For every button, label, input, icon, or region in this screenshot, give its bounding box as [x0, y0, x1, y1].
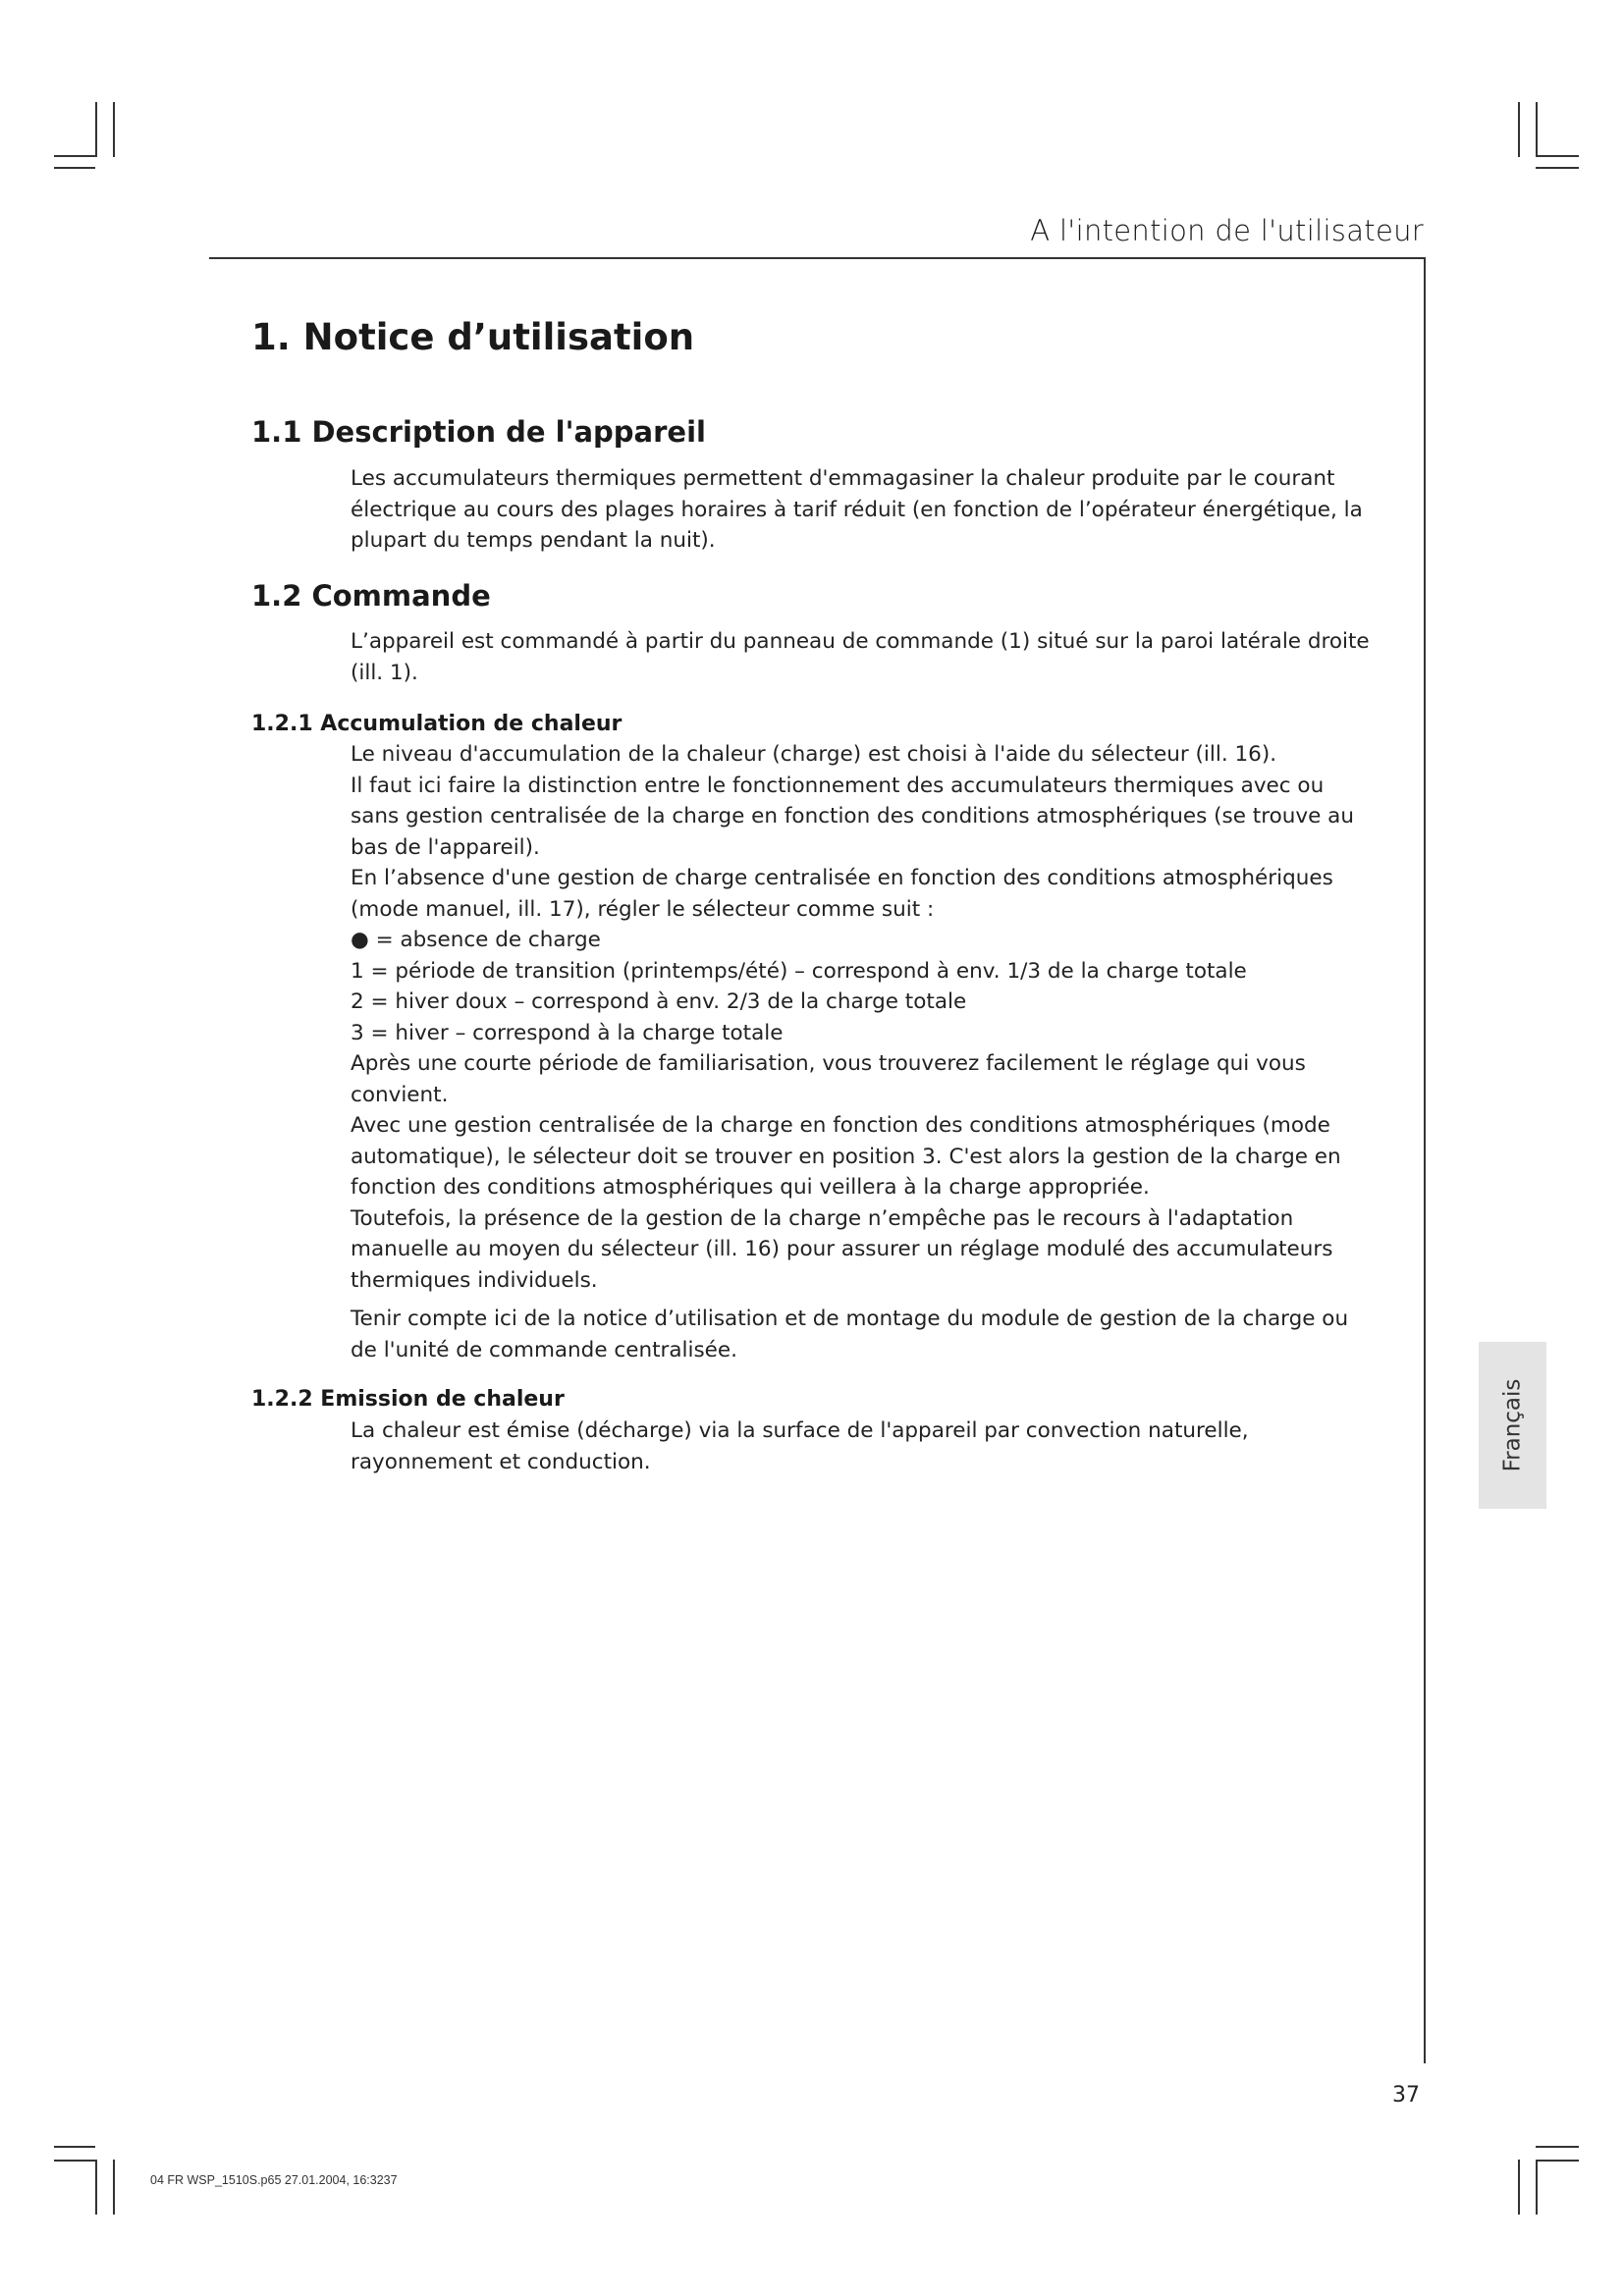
paragraph: La chaleur est émise (décharge) via la surface de l'appareil par convection naturelle, rayonnement et conduction.: [351, 1418, 1249, 1474]
list-item: 2 = hiver doux – correspond à env. 2/3 de la charge totale: [351, 989, 967, 1014]
crop-mark: [1518, 2160, 1520, 2215]
section-heading-commande: 1.2 Commande: [251, 579, 491, 613]
section-heading-accumulation: 1.2.1 Accumulation de chaleur: [251, 712, 623, 736]
crop-mark: [1536, 167, 1579, 169]
crop-mark: [54, 167, 95, 169]
crop-mark: [95, 102, 97, 157]
list-item: 3 = hiver – correspond à la charge totale: [351, 1020, 784, 1045]
paragraph: Tenir compte ici de la notice d’utilisation et de montage du module de gestion de la charge ou de l'unité de commande centralisée.: [351, 1307, 1349, 1362]
page-header-title: A l'intention de l'utilisateur: [1030, 214, 1424, 247]
crop-mark: [1536, 155, 1579, 157]
paragraph: Il faut ici faire la distinction entre le fonctionnement des accumulateurs thermiques avec ou sans gestion centralisée de la charge en fonction des conditions atmosphériques (se trouve au bas de l'appareil).: [351, 773, 1354, 860]
crop-mark: [95, 2160, 97, 2215]
paragraph: Les accumulateurs thermiques permettent d'emmagasiner la chaleur produite par le courant électrique au cours des plages horaires à tarif réduit (en fonction de l’opérateur énergétique, la plupart du temps pendant la nuit).: [351, 466, 1363, 553]
section-body-description: [351, 463, 1377, 557]
chapter-title: 1. Notice d’utilisation: [251, 316, 695, 358]
section-heading-emission: 1.2.2 Emission de chaleur: [251, 1387, 565, 1412]
paragraph: Toutefois, la présence de la gestion de la charge n’empêche pas le recours à l'adaptation manuelle au moyen du sélecteur (ill. 16) pour assurer un réglage modulé des accumulateurs thermiques individuels.: [351, 1205, 1333, 1293]
crop-mark: [1536, 2160, 1579, 2162]
paragraph: Après une courte période de familiarisation, vous trouverez facilement le réglage qui vous convient.: [351, 1051, 1306, 1107]
language-tab: [1479, 1342, 1546, 1509]
paragraph: Le niveau d'accumulation de la chaleur (charge) est choisi à l'aide du sélecteur (ill. 16).: [351, 742, 1277, 767]
margin-rule: [1424, 257, 1426, 2063]
crop-mark: [1518, 102, 1520, 157]
paragraph: En l’absence d'une gestion de charge centralisée en fonction des conditions atmosphériques (mode manuel, ill. 17), régler le sélecteur comme suit :: [351, 866, 1333, 922]
crop-mark: [54, 2146, 95, 2148]
crop-mark: [1536, 102, 1538, 157]
print-file-info: 04 FR WSP_1510S.p65 27.01.2004, 16:3237: [150, 2173, 398, 2187]
language-tab-label: Français: [1499, 1378, 1526, 1472]
section-heading-description: 1.1 Description de l'appareil: [251, 415, 706, 449]
section-body-accumulation: [351, 739, 1377, 1365]
crop-mark: [54, 155, 95, 157]
crop-mark: [54, 2160, 95, 2162]
paragraph: L’appareil est commandé à partir du panneau de commande (1) situé sur la paroi latérale droite (ill. 1).: [351, 629, 1370, 685]
list-item: ● = absence de charge: [351, 928, 601, 952]
crop-mark: [1536, 2160, 1538, 2215]
section-body-emission: [351, 1415, 1377, 1477]
crop-mark: [113, 2160, 115, 2215]
page-number: 37: [1392, 2083, 1420, 2108]
header-rule: [209, 257, 1425, 259]
paragraph: Avec une gestion centralisée de la charge en fonction des conditions atmosphériques (mode automatique), le sélecteur doit se trouver en position 3. C'est alors la gestion de la charge en fonction des conditions atmosphériques qui veillera à la charge appropriée.: [351, 1113, 1341, 1200]
section-body-commande: [351, 626, 1377, 688]
crop-mark: [1536, 2146, 1579, 2148]
list-item: 1 = période de transition (printemps/été) – correspond à env. 1/3 de la charge totale: [351, 958, 1247, 984]
crop-mark: [113, 102, 115, 157]
